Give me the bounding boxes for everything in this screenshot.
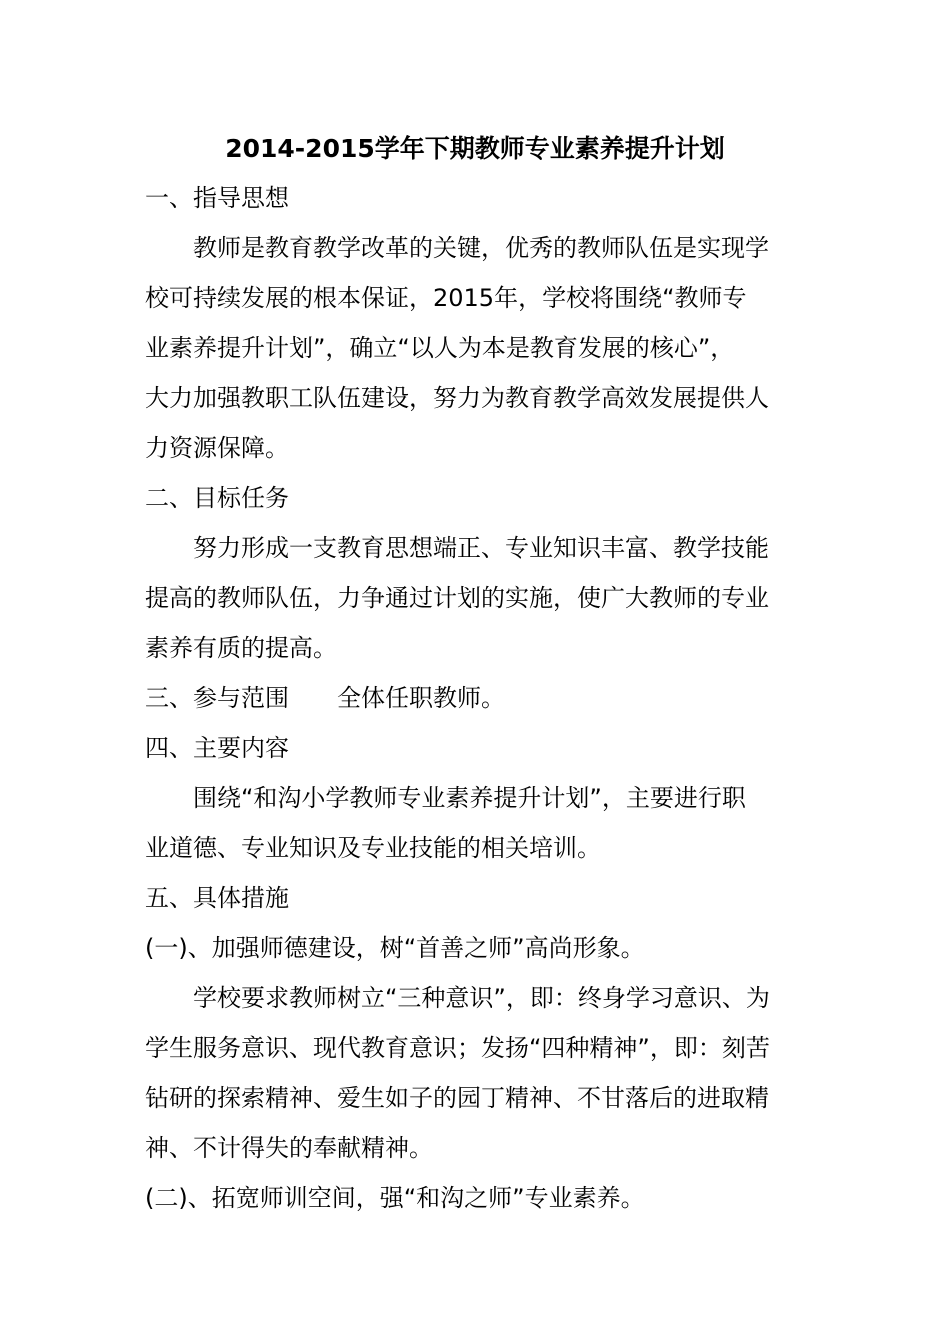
subsection-heading-2: (二)、拓宽师训空间，强“和沟之师”专业素养。 bbox=[145, 1184, 645, 1212]
document-title: 2014-2015学年下期教师专业素养提升计划 bbox=[225, 134, 725, 163]
paragraph-line: 神、不计得失的奉献精神。 bbox=[145, 1134, 433, 1162]
paragraph-line: 提高的教师队伍，力争通过计划的实施，使广大教师的专业 bbox=[145, 584, 769, 612]
paragraph-line: 力资源保障。 bbox=[145, 434, 289, 462]
paragraph-line: 业素养提升计划”，确立“以人为本是教育发展的核心”， bbox=[145, 334, 735, 362]
paragraph-line: 学生服务意识、现代教育意识；发扬“四种精神”，即：刻苦 bbox=[145, 1034, 770, 1062]
section-heading-goals: 二、目标任务 bbox=[145, 484, 289, 512]
paragraph-line: 业道德、专业知识及专业技能的相关培训。 bbox=[145, 834, 601, 862]
subsection-heading-1: (一)、加强师德建设，树“首善之师”高尚形象。 bbox=[145, 934, 645, 962]
section-heading-measures: 五、具体措施 bbox=[145, 884, 289, 912]
section-heading-scope: 三、参与范围 全体任职教师。 bbox=[145, 684, 505, 712]
paragraph-line: 学校要求教师树立“三种意识”，即：终身学习意识、为 bbox=[145, 984, 770, 1012]
paragraph-line: 钻研的探索精神、爱生如子的园丁精神、不甘落后的进取精 bbox=[145, 1084, 769, 1112]
paragraph-line: 教师是教育教学改革的关键，优秀的教师队伍是实现学 bbox=[145, 234, 769, 262]
paragraph-line: 努力形成一支教育思想端正、专业知识丰富、教学技能 bbox=[145, 534, 769, 562]
paragraph-line: 围绕“和沟小学教师专业素养提升计划”，主要进行职 bbox=[145, 784, 746, 812]
paragraph-line: 素养有质的提高。 bbox=[145, 634, 337, 662]
section-heading-content: 四、主要内容 bbox=[145, 734, 289, 762]
section-heading-guiding-ideology: 一、指导思想 bbox=[145, 184, 289, 212]
paragraph-line: 校可持续发展的根本保证，2015年，学校将围绕“教师专 bbox=[145, 284, 747, 312]
paragraph-line: 大力加强教职工队伍建设，努力为教育教学高效发展提供人 bbox=[145, 384, 769, 412]
